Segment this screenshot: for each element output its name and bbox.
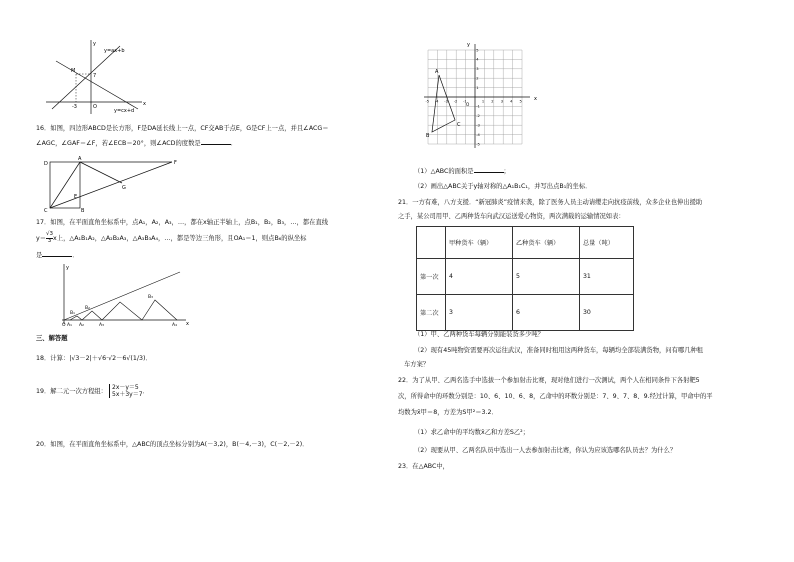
q19-text: 19．解二元一次方程组： 2x－y＝5 5x＋3y＝7 ．: [36, 384, 149, 398]
q21-sub2b: 车方案？: [404, 361, 430, 368]
q16-line1: 16．如图，四边形ABCD是长方形，F是DA延长线上一点，CF交AB于点E，G是CF上一点，并且∠ACG＝: [36, 125, 329, 132]
fig-top-value-7: 7: [93, 73, 97, 79]
table-cell: 6: [513, 295, 580, 331]
grid-label-y: y: [467, 42, 470, 48]
table-row: [417, 295, 634, 331]
q16-line2: ∠AGC，∠GAF＝∠F，若∠ECB＝20°，则∠ACD的度数是 ．: [36, 140, 237, 147]
grid-label-b: B: [426, 133, 430, 139]
q17-fig-a2: A₂: [79, 323, 84, 326]
table-cell: 3: [446, 295, 513, 331]
grid-tick-y: 3: [476, 67, 479, 72]
q18-text: 18．计算：|√3－2|＋√6·√2－6√(1/3)．: [36, 355, 152, 362]
q22-line1: 22．为了从甲、乙两名选手中选拔一个参加射击比赛，现对他们进行一次测试，两个人在相同条件下各射靶5: [398, 377, 700, 384]
q17-fig-o: O: [62, 323, 66, 326]
q16-answer-blank[interactable]: [201, 138, 231, 145]
grid-tick-y: -2: [476, 114, 480, 119]
grid-tick-x: -3: [444, 99, 448, 104]
q17-fig-a4: A₄: [172, 323, 177, 326]
q17-fig-b3: B₃: [148, 295, 153, 300]
q16-line2-text: ∠AGC，∠GAF＝∠F，若∠ECB＝20°，则∠ACD的度数是: [36, 140, 201, 147]
q17-line1: 17．如图，在平面直角坐标系中，点A₁，A₂，A₃，…，都在x轴正半轴上，点B₁，B₂，B₃，…，都在直线: [36, 219, 329, 226]
q16-label-b: B: [81, 208, 85, 212]
grid-tick-y: 1: [476, 85, 479, 90]
q16-label-e: E: [74, 194, 78, 200]
q17-answer-blank[interactable]: [42, 250, 72, 257]
q16-label-f: F: [174, 160, 177, 166]
q16-label-g: G: [122, 185, 126, 191]
table-header-cell: 总量（吨）: [580, 227, 634, 259]
grid-tick-y: 2: [476, 76, 479, 81]
table-cell: 第一次: [417, 259, 446, 295]
grid-tick-x: -5: [425, 99, 430, 104]
grid-tick-x: 2: [491, 99, 494, 104]
q20-text: 20．如图，在平面直角坐标系中，△ABC的顶点坐标分别为A(－3,2)，B(－4,－3)，C(－2,－2)．: [36, 441, 309, 448]
table-header-cell: 乙种货车（辆）: [513, 227, 580, 259]
table-header-cell: [417, 227, 446, 259]
q22-sub1: （1）求乙命中的平均数x̄乙和方差S乙²；: [414, 429, 530, 436]
q22-line2: 次，所得命中的环数分别是：10、6、10、6、8，乙命中的环数分别是：7、9、7、8、9.经过计算，甲命中的平: [398, 393, 713, 400]
table-header-cell: 甲种货车（辆）: [446, 227, 513, 259]
grid-label-o: O: [466, 102, 470, 107]
fig-top-value-neg3: -3: [72, 104, 77, 110]
q17-fig-a1: A₁: [67, 323, 72, 326]
q21-line1: 21．一方有难，八方支援．“新冠肺炎”疫情来袭，除了医务人员主动请缨走向抗疫前线，众多企业也伸出援助: [398, 199, 703, 206]
grid-tick-y: -4: [476, 132, 480, 137]
q16-label-a: A: [78, 156, 82, 162]
fig-top-line1-label: y=ax+b: [104, 48, 125, 54]
q16-label-c: C: [44, 208, 48, 212]
grid-tick-y: -1: [476, 104, 480, 109]
coordinate-grid-figure: [420, 40, 544, 156]
q22-line3: 均数为x̄甲＝8，方差为S甲²＝3.2．: [398, 409, 498, 416]
grid-label-a: A: [435, 69, 439, 75]
grid-tick-y: -3: [476, 123, 480, 128]
grid-tick-y: 5: [476, 48, 479, 53]
fig-top-y-label: y: [93, 41, 96, 47]
fig-top-origin: O: [93, 104, 97, 110]
q17-fig-b1: B₁: [70, 311, 75, 316]
fig-top-point-m: M: [71, 68, 76, 74]
q17-fig-x: x: [186, 321, 189, 326]
table-cell: 5: [513, 259, 580, 295]
q16-label-d: D: [44, 161, 48, 167]
grid-tick-x: -4: [434, 99, 439, 104]
intersecting-lines-figure: [42, 36, 152, 116]
grid-tick-x: 1: [481, 99, 485, 104]
grid-tick-x: 4: [510, 99, 513, 104]
q19-equation-system: [109, 384, 143, 398]
fig-top-line2-label: y=cx+d: [114, 108, 135, 114]
equilateral-triangles-figure: [52, 262, 192, 326]
section-3-heading: 三、解答题: [36, 335, 68, 342]
grid-tick-x: 5: [519, 99, 522, 104]
rectangle-figure: [36, 156, 196, 212]
grid-tick-y: -5: [476, 142, 480, 147]
table-row: [417, 259, 634, 295]
grid-label-x: x: [534, 96, 537, 102]
table-cell: 30: [580, 295, 634, 331]
grid-tick-y: 4: [476, 57, 479, 62]
q17-fraction: $\frac{√3}{3}$: [46, 231, 54, 244]
q19-eq2: 5x＋3y＝7: [112, 391, 143, 398]
q21-sub2a: （2）现有45吨物资需要再次运往武汉，准备同时租用这两种货车，每辆均全部装满货物，问有哪几种租: [414, 347, 704, 354]
fig-top-x-label: x: [143, 101, 146, 107]
grid-label-c: C: [457, 122, 461, 128]
q22-sub2: （2）现要从甲、乙两名队员中选出一人去参加射击比赛，你认为应该选哪名队员去？为什么？: [414, 447, 677, 454]
grid-tick-x: -1: [463, 99, 467, 104]
grid-tick-x: 3: [500, 99, 503, 104]
q19-eq1: 2x－y＝5: [112, 384, 139, 391]
table-header-row: [417, 227, 634, 259]
q17-fig-a3: A₃: [99, 323, 104, 326]
q21-transport-table: [416, 226, 634, 331]
q20-sub2: （2）画出△ABC关于y轴对称的△A₁B₁C₁，并写出点B₁的坐标．: [414, 183, 592, 190]
q20-sub1: （1）△ABC的面积是 ；: [414, 168, 510, 175]
q17-line2: y＝ $\frac{√3}{3}$ x上，△A₁B₁A₂，△A₂B₂A₃，△A₃B₃A₄，…，都是等边三角形，且OA₁＝1，则点B₆的纵坐标: [36, 231, 307, 244]
table-cell: 4: [446, 259, 513, 295]
q17-line3: 是 ．: [36, 252, 79, 259]
table-cell: 第二次: [417, 295, 446, 331]
q21-sub1: （1）甲、乙两种货车每辆分别能装货多少吨？: [414, 331, 544, 338]
q17-fig-b2: B₂: [85, 306, 90, 311]
grid-tick-x: -2: [453, 99, 458, 104]
q23-text: 23．在△ABC中，: [398, 463, 449, 470]
table-cell: 31: [580, 259, 634, 295]
q17-fig-y: y: [66, 265, 69, 271]
q21-line2: 之手，某公司用甲、乙两种货车向武汉运送爱心物资，两次满载的运输情况如表：: [398, 213, 625, 220]
q20-area-blank[interactable]: [474, 166, 504, 173]
